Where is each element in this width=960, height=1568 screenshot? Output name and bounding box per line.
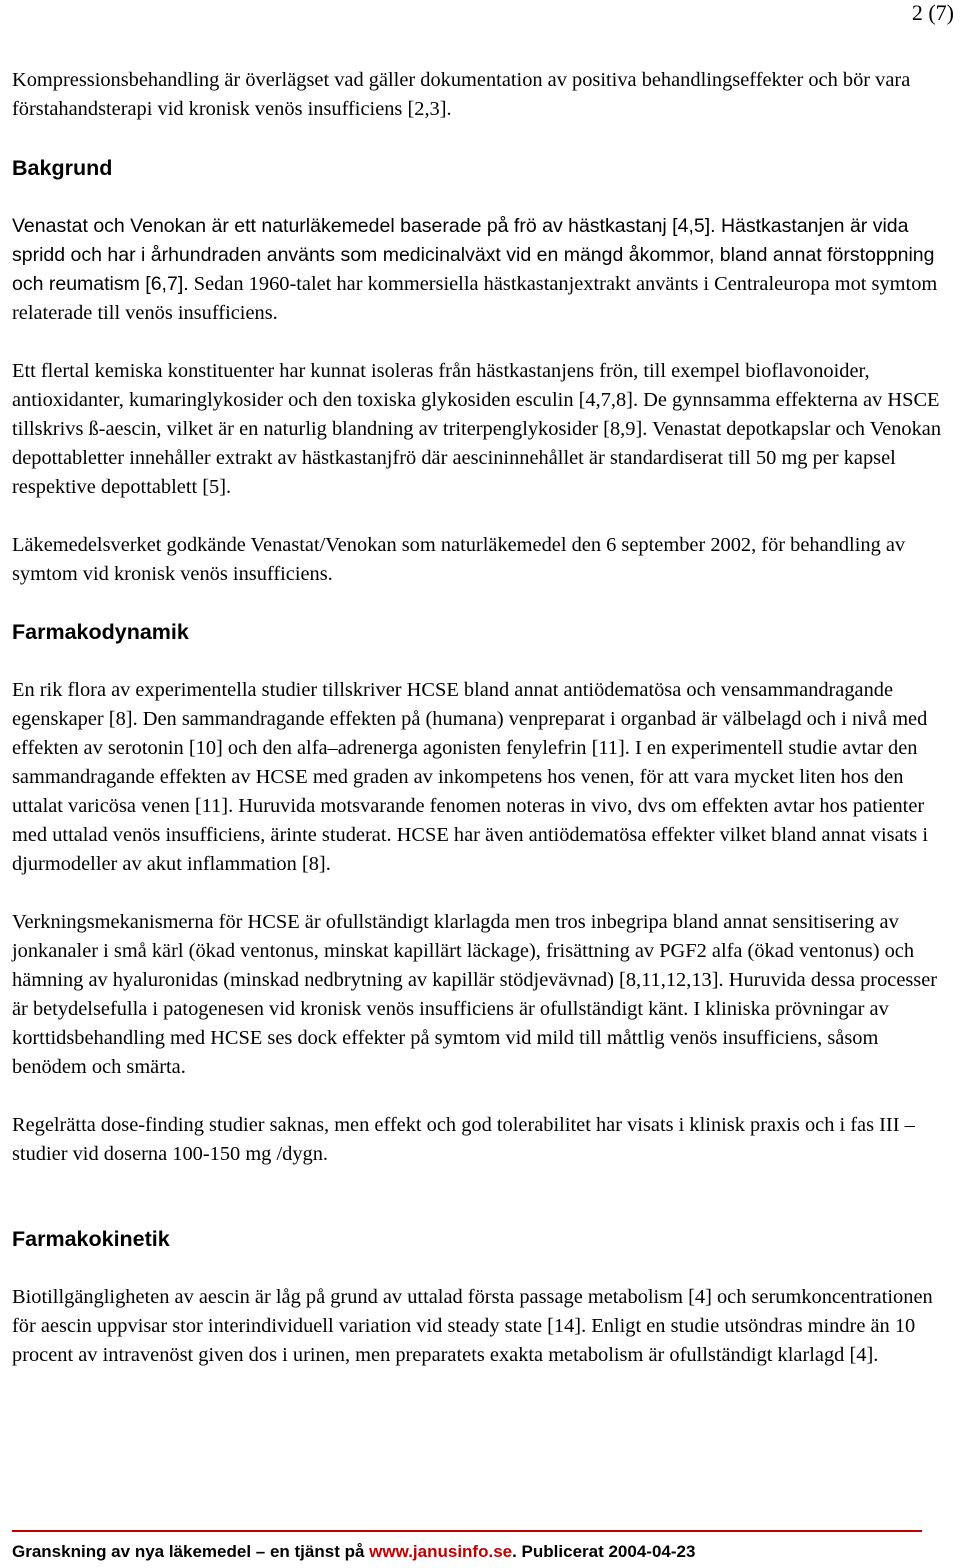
farmakodynamik-paragraph-2: Verkningsmekanismerna för HCSE är ofullständigt klarlagda men tros inbegripa bland annat sensitisering av jonkanaler i små kärl (ökad ventonus, minskat kapillärt läckage), frisättning av PGF2 alfa (ökad ventonus) och hämning av hyaluronidas (minskad nedbrytning av kapillär stödjevävnad) [8,11,12,13]. Huruvida dessa processer är betydelsefulla i patogenesen vid kronisk venös insufficiens är ofullständigt känt. I kliniska prövningar av korttidsbehandling med HCSE ses dock effekter på symtom vid mild till måttlig venös insufficiens, såsom benödem och smärta. [12,911,938,1078]
section-heading-farmakokinetik: Farmakokinetik [12,1227,170,1251]
footer-published: . Publicerat 2004-04-23 [512,1542,696,1561]
section-heading-bakgrund: Bakgrund [12,156,113,180]
footer-link[interactable]: www.janusinfo.se [369,1542,513,1561]
bakgrund-paragraph-1-sans: Venastat och Venokan är ett naturläkemedel baserade på frö av hästkastanj [4,5]. Hästkastanjen är vida spridd och har i århundraden använts som medicinalväxt vid en mängd åkommor, bland annat förstoppning och reumatism [6,7]. [12,215,935,295]
document-body [12,66,957,1370]
section-heading-farmakodynamik: Farmakodynamik [12,620,189,644]
farmakodynamik-paragraph-1: En rik flora av experimentella studier tillskriver HCSE bland annat antiödematösa och vensammandragande egenskaper [8]. Den sammandragande effekten på (humana) venpreparat i organbad är välbelagd och i nivå med effekten av serotonin [10] och den alfa–adrenerga agonisten fenylefrin [11]. I en experimentell studie avtar den sammandragande effekten av HCSE med graden av inkompetens hos venen, för att vara mycket liten hos den uttalat varicösa venen [11]. Huruvida motsvarande fenomen noteras in vivo, dvs om effekten avtar hos patienter med uttalad venös insufficiens, ärinte studerat. HCSE har även antiödematösa effekter vilket bland annat visats i djurmodeller av akut inflammation [8]. [12,679,928,875]
footer-text: Granskning av nya läkemedel – en tjänst på [12,1542,370,1561]
footer-divider [12,1530,922,1532]
bakgrund-paragraph-1 [12,212,957,328]
bakgrund-paragraph-1-serif: Sedan 1960-talet har kommersiella hästkastanjextrakt använts i Centraleuropa mot symtom relaterade till venös insufficiens. [12,273,938,324]
footer [12,1542,695,1562]
intro-paragraph: Kompressionsbehandling är överlägset vad gäller dokumentation av positiva behandlingseffekter och bör vara förstahandsterapi vid kronisk venös insufficiens [2,3]. [12,69,911,120]
page-number: 2 (7) [911,0,954,25]
bakgrund-paragraph-3: Läkemedelsverket godkände Venastat/Venokan som naturläkemedel den 6 september 2002, för behandling av symtom vid kronisk venös insufficiens. [12,534,906,585]
farmakokinetik-paragraph-1: Biotillgängligheten av aescin är låg på grund av uttalad första passage metabolism [4] och serumkoncentrationen för aescin uppvisar stor interindividuell variation vid steady state [14]. Enligt en studie utsöndras mindre än 10 procent av intravenöst given dos i urinen, men preparatets exakta metabolism är ofullständigt klarlagd [4]. [12,1286,933,1366]
farmakodynamik-paragraph-3: Regelrätta dose-finding studier saknas, men effekt och god tolerabilitet har visats i klinisk praxis och i fas III –studier vid doserna 100-150 mg /dygn. [12,1114,915,1165]
bakgrund-paragraph-2: Ett flertal kemiska konstituenter har kunnat isoleras från hästkastanjens frön, till exempel bioflavonoider, antioxidanter, kumaringlykosider och den toxiska glykosiden esculin [4,7,8]. De gynnsamma effekterna av HSCE tillskrivs ß-aescin, vilket är en naturlig blandning av triterpenglykosider [8,9]. Venastat depotkapslar och Venokan depottabletter innehåller extrakt av hästkastanjfrö där aescininnehållet är standardiserat till 50 mg per kapsel respektive depottablett [5]. [12,360,942,498]
